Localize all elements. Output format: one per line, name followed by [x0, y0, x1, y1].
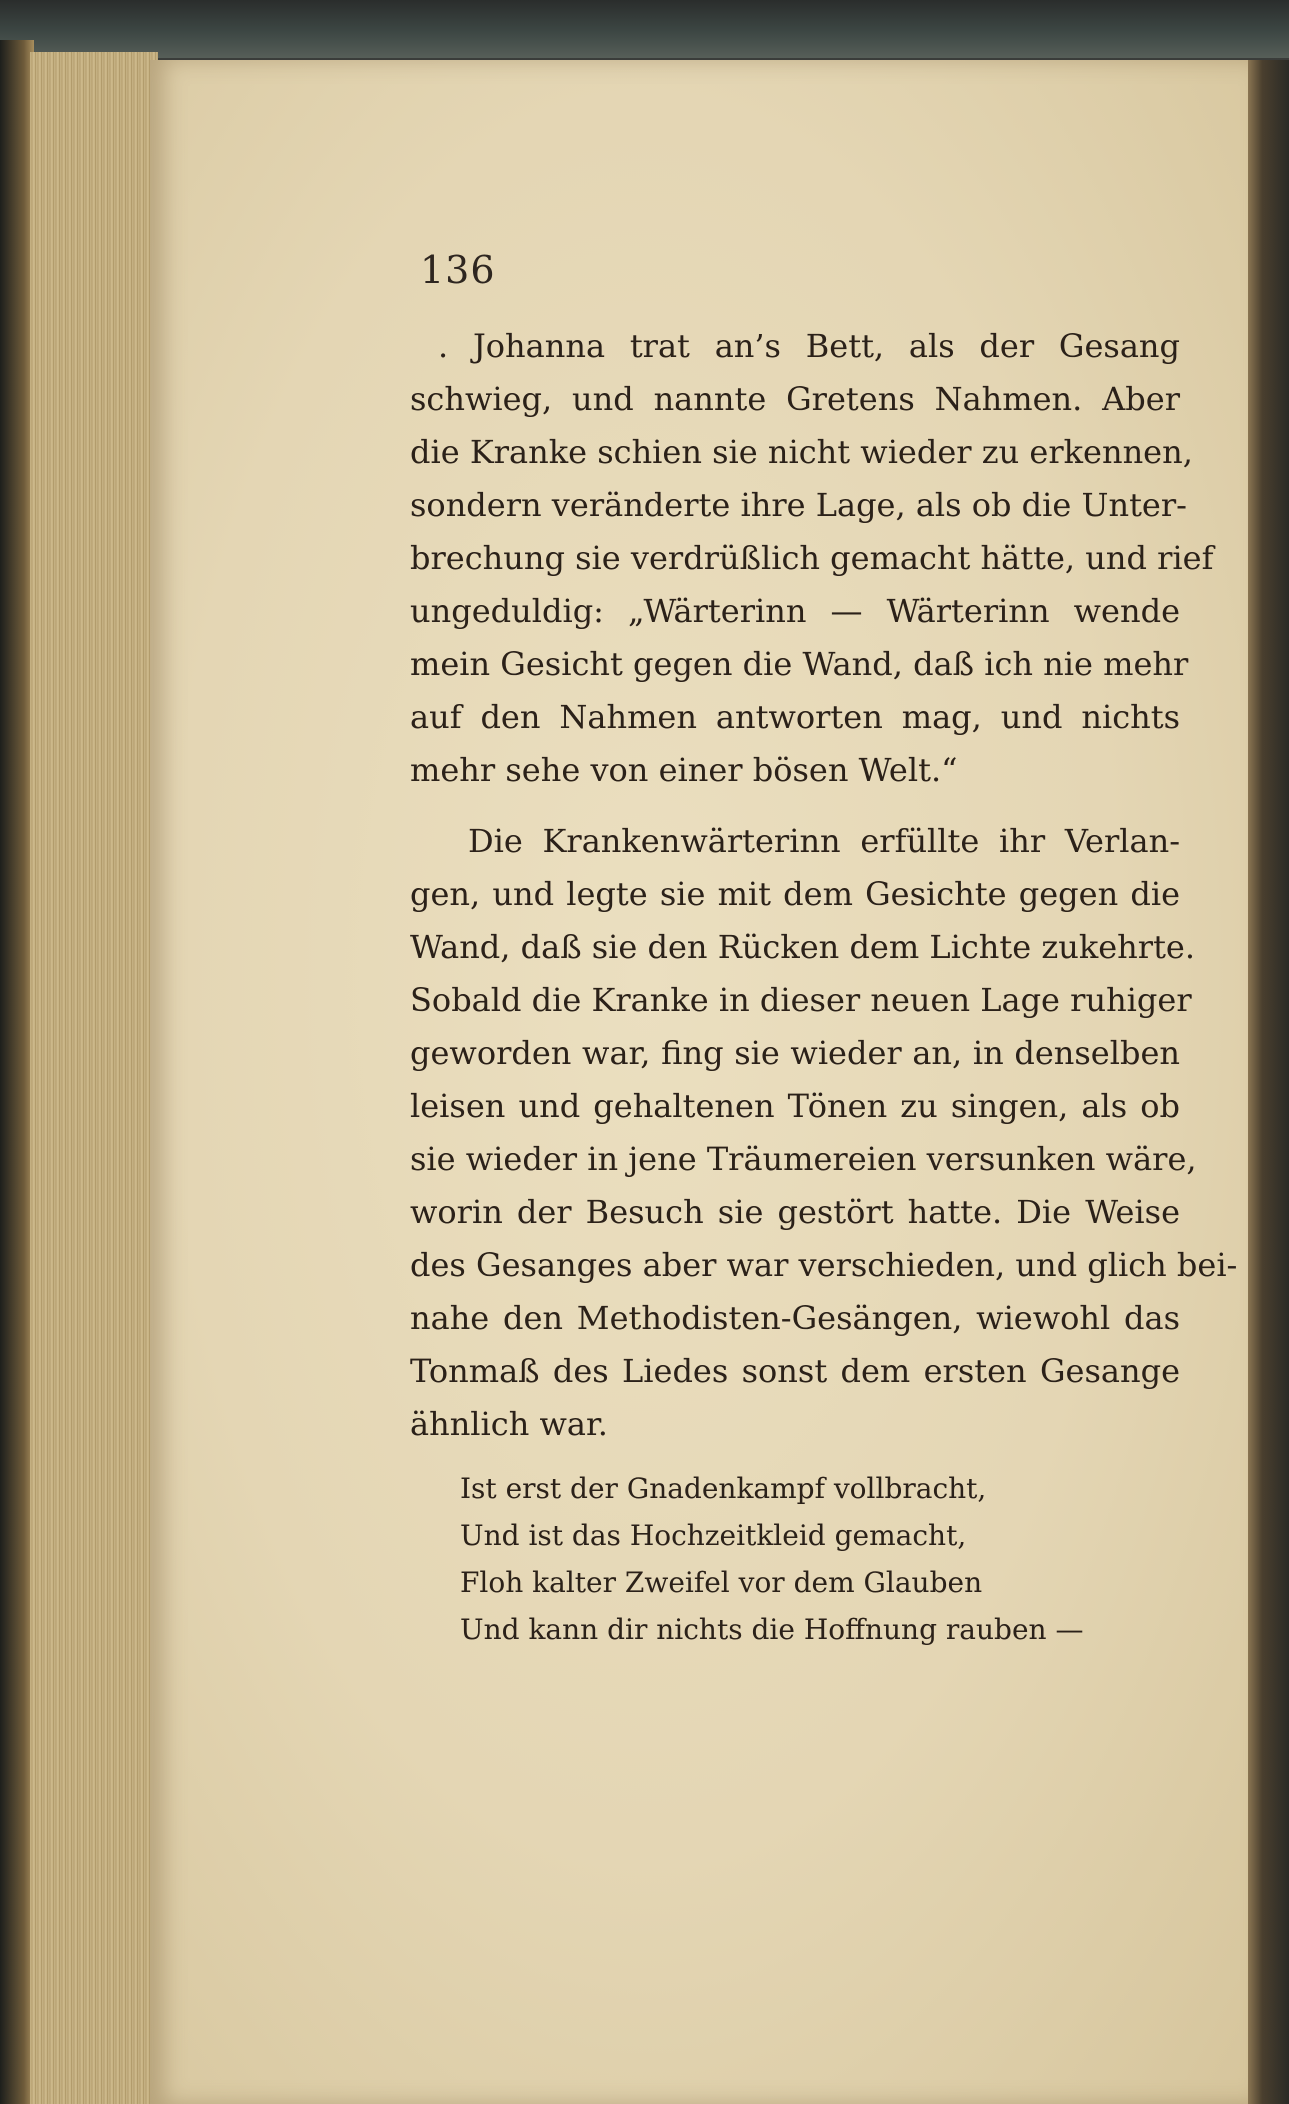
book-spine-top — [0, 0, 1289, 58]
right-page-edge — [1248, 60, 1289, 2104]
text-line: Wand, daß sie den Rücken dem Lichte zukehrte. — [410, 928, 1196, 966]
verse-block — [460, 1465, 1140, 1653]
text-line: sondern veränderte ihre Lage, als ob die Unter- — [410, 486, 1187, 524]
text-line: des Gesanges aber war verschieden, und glich bei- — [410, 1246, 1238, 1284]
text-line: geworden war, fing sie wieder an, in denselben — [410, 1034, 1180, 1072]
page-number: 136 — [420, 248, 496, 292]
text-line: auf den Nahmen antworten mag, und nichts — [410, 698, 1180, 736]
text-line: . Johanna trat an’s Bett, als der Gesang — [438, 327, 1180, 365]
text-line: ungeduldig: „Wärterinn — Wärterinn wende — [410, 592, 1180, 630]
page-edges — [30, 52, 158, 2104]
text-line: ähnlich war. — [410, 1405, 608, 1443]
paragraph-2 — [410, 815, 1238, 1451]
verse-line: Ist erst der Gnadenkampf vollbracht, — [460, 1472, 987, 1505]
text-line: brechung sie verdrüßlich gemacht hätte, und rief — [410, 539, 1214, 577]
verse-line: Und kann dir nichts die Hoffnung rauben — — [460, 1613, 1084, 1646]
text-line: mehr sehe von einer bösen Welt.“ — [410, 751, 958, 789]
text-line: nahe den Methodisten-Gesängen, wiewohl das — [410, 1299, 1180, 1337]
verse-line: Floh kalter Zweifel vor dem Glauben — [460, 1566, 983, 1599]
text-line: gen, und legte sie mit dem Gesichte gegen die — [410, 875, 1180, 913]
text-line: Sobald die Kranke in dieser neuen Lage ruhiger — [410, 981, 1192, 1019]
text-line: worin der Besuch sie gestört hatte. Die Weise — [410, 1193, 1180, 1231]
text-line: mein Gesicht gegen die Wand, daß ich nie mehr — [410, 645, 1189, 683]
text-line: die Kranke schien sie nicht wieder zu erkennen, — [410, 433, 1193, 471]
paragraph-1 — [410, 320, 1214, 797]
text-line: Die Krankenwärterinn erfüllte ihr Verlan- — [468, 822, 1180, 860]
text-line: schwieg, und nannte Gretens Nahmen. Aber — [410, 380, 1180, 418]
text-line: sie wieder in jene Träumereien versunken wäre, — [410, 1140, 1197, 1178]
verse-line: Und ist das Hochzeitkleid gemacht, — [460, 1519, 967, 1552]
binding-shadow — [0, 40, 34, 2104]
text-line: leisen und gehaltenen Tönen zu singen, als ob — [410, 1087, 1180, 1125]
text-line: Tonmaß des Liedes sonst dem ersten Gesange — [410, 1352, 1180, 1390]
